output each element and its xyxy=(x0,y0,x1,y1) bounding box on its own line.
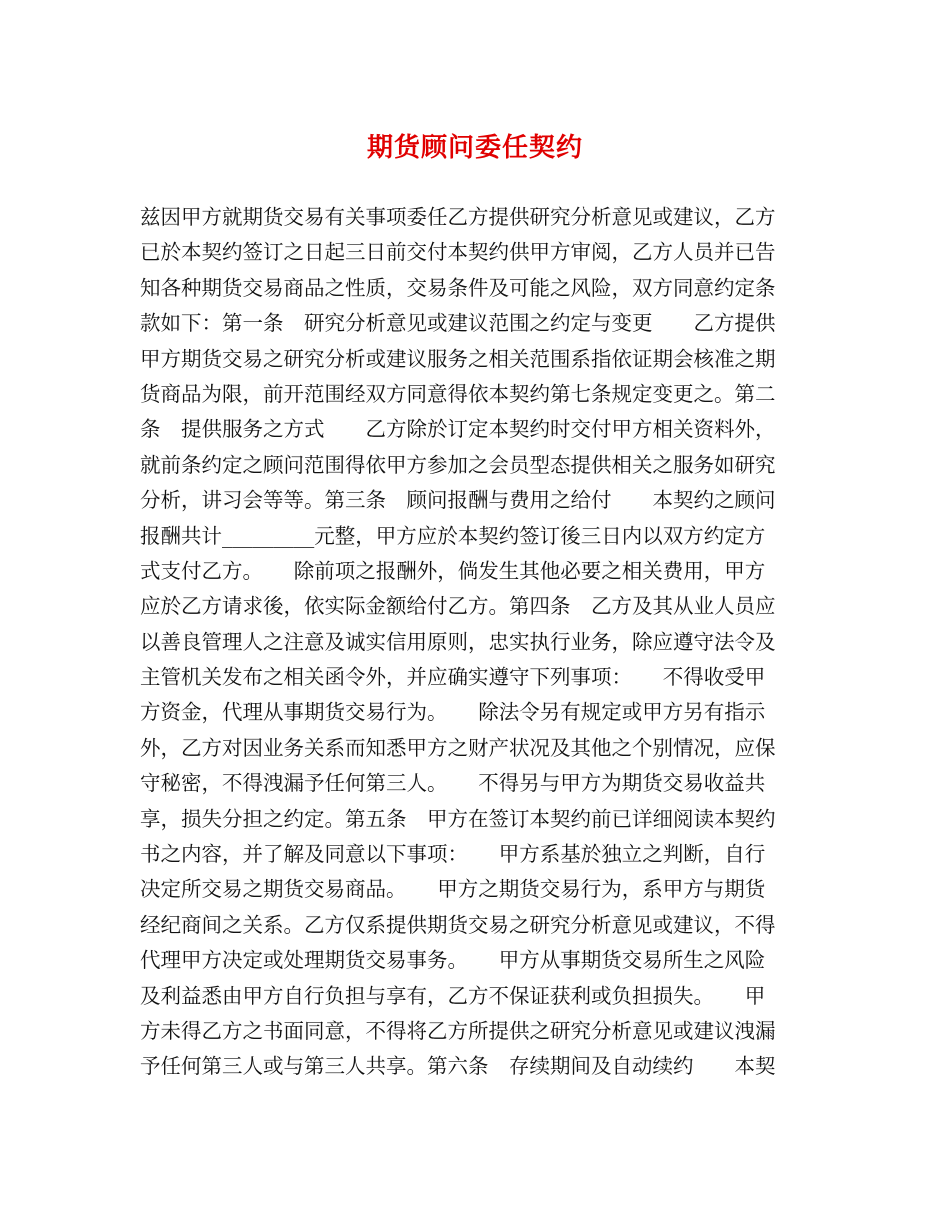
document-title: 期货顾问委任契约 xyxy=(366,133,583,163)
body-line: 已於本契约签订之日起三日前交付本契约供甲方审阅，乙方人员并已告 xyxy=(140,240,776,265)
body-line: 守秘密，不得洩漏予任何第三人。 不得另与甲方为期货交易收益共 xyxy=(140,771,766,796)
body-line: 方未得乙方之书面同意，不得将乙方所提供之研究分析意见或建议洩漏 xyxy=(140,1018,776,1043)
body-line: 享，损失分担之约定。第五条 甲方在签订本契约前已详细阅读本契约 xyxy=(140,806,776,831)
body-line: 货商品为限，前开范围经双方同意得依本契约第七条规定变更之。第二 xyxy=(140,381,776,406)
body-line: 方资金，代理从事期货交易行为。 除法令另有规定或甲方另有指示 xyxy=(140,700,766,725)
body-line: 主管机关发布之相关函令外，并应确实遵守下列事项： 不得收受甲 xyxy=(140,665,766,690)
body-line: 决定所交易之期货交易商品。 甲方之期货交易行为，系甲方与期货 xyxy=(140,877,766,902)
body-line: 甲方期货交易之研究分析或建议服务之相关范围系指依证期会核准之期 xyxy=(140,346,776,371)
body-line: 予任何第三人或与第三人共享。第六条 存续期间及自动续约 本契 xyxy=(140,1054,776,1079)
body-line: 应於乙方请求後，依实际金额给付乙方。第四条 乙方及其从业人员应 xyxy=(140,594,776,619)
body-line: 知各种期货交易商品之性质，交易条件及可能之风险，双方同意约定条 xyxy=(140,275,776,300)
body-line: 外，乙方对因业务关系而知悉甲方之财产状况及其他之个别情况，应保 xyxy=(140,735,776,760)
body-line: 式支付乙方。 除前项之报酬外，倘发生其他必要之相关费用，甲方 xyxy=(140,558,766,583)
body-line: 款如下：第一条 研究分析意见或建议范围之约定与变更 乙方提供 xyxy=(140,311,776,336)
body-line: 代理甲方决定或处理期货交易事务。 甲方从事期货交易所生之风险 xyxy=(140,948,766,973)
body-line: 报酬共计_________元整，甲方应於本契约签订後三日内以双方约定方 xyxy=(140,523,766,548)
document-body xyxy=(140,200,816,1085)
body-line: 经纪商间之关系。乙方仅系提供期货交易之研究分析意见或建议，不得 xyxy=(140,912,776,937)
body-line: 书之内容，并了解及同意以下事项： 甲方系基於独立之判断，自行 xyxy=(140,842,766,867)
body-line: 兹因甲方就期货交易有关事项委任乙方提供研究分析意见或建议，乙方 xyxy=(140,205,776,229)
body-line: 就前条约定之顾问范围得依甲方参加之会员型态提供相关之服务如研究 xyxy=(140,452,776,477)
body-line: 分析，讲习会等等。第三条 顾问报酬与费用之给付 本契约之顾问 xyxy=(140,488,776,513)
body-line: 条 提供服务之方式 乙方除於订定本契约时交付甲方相关资料外， xyxy=(140,417,776,442)
body-line: 以善良管理人之注意及诚实信用原则，忠实执行业务，除应遵守法令及 xyxy=(140,629,776,654)
body-line: 及利益悉由甲方自行负担与享有，乙方不保证获利或负担损失。 甲 xyxy=(140,983,766,1008)
